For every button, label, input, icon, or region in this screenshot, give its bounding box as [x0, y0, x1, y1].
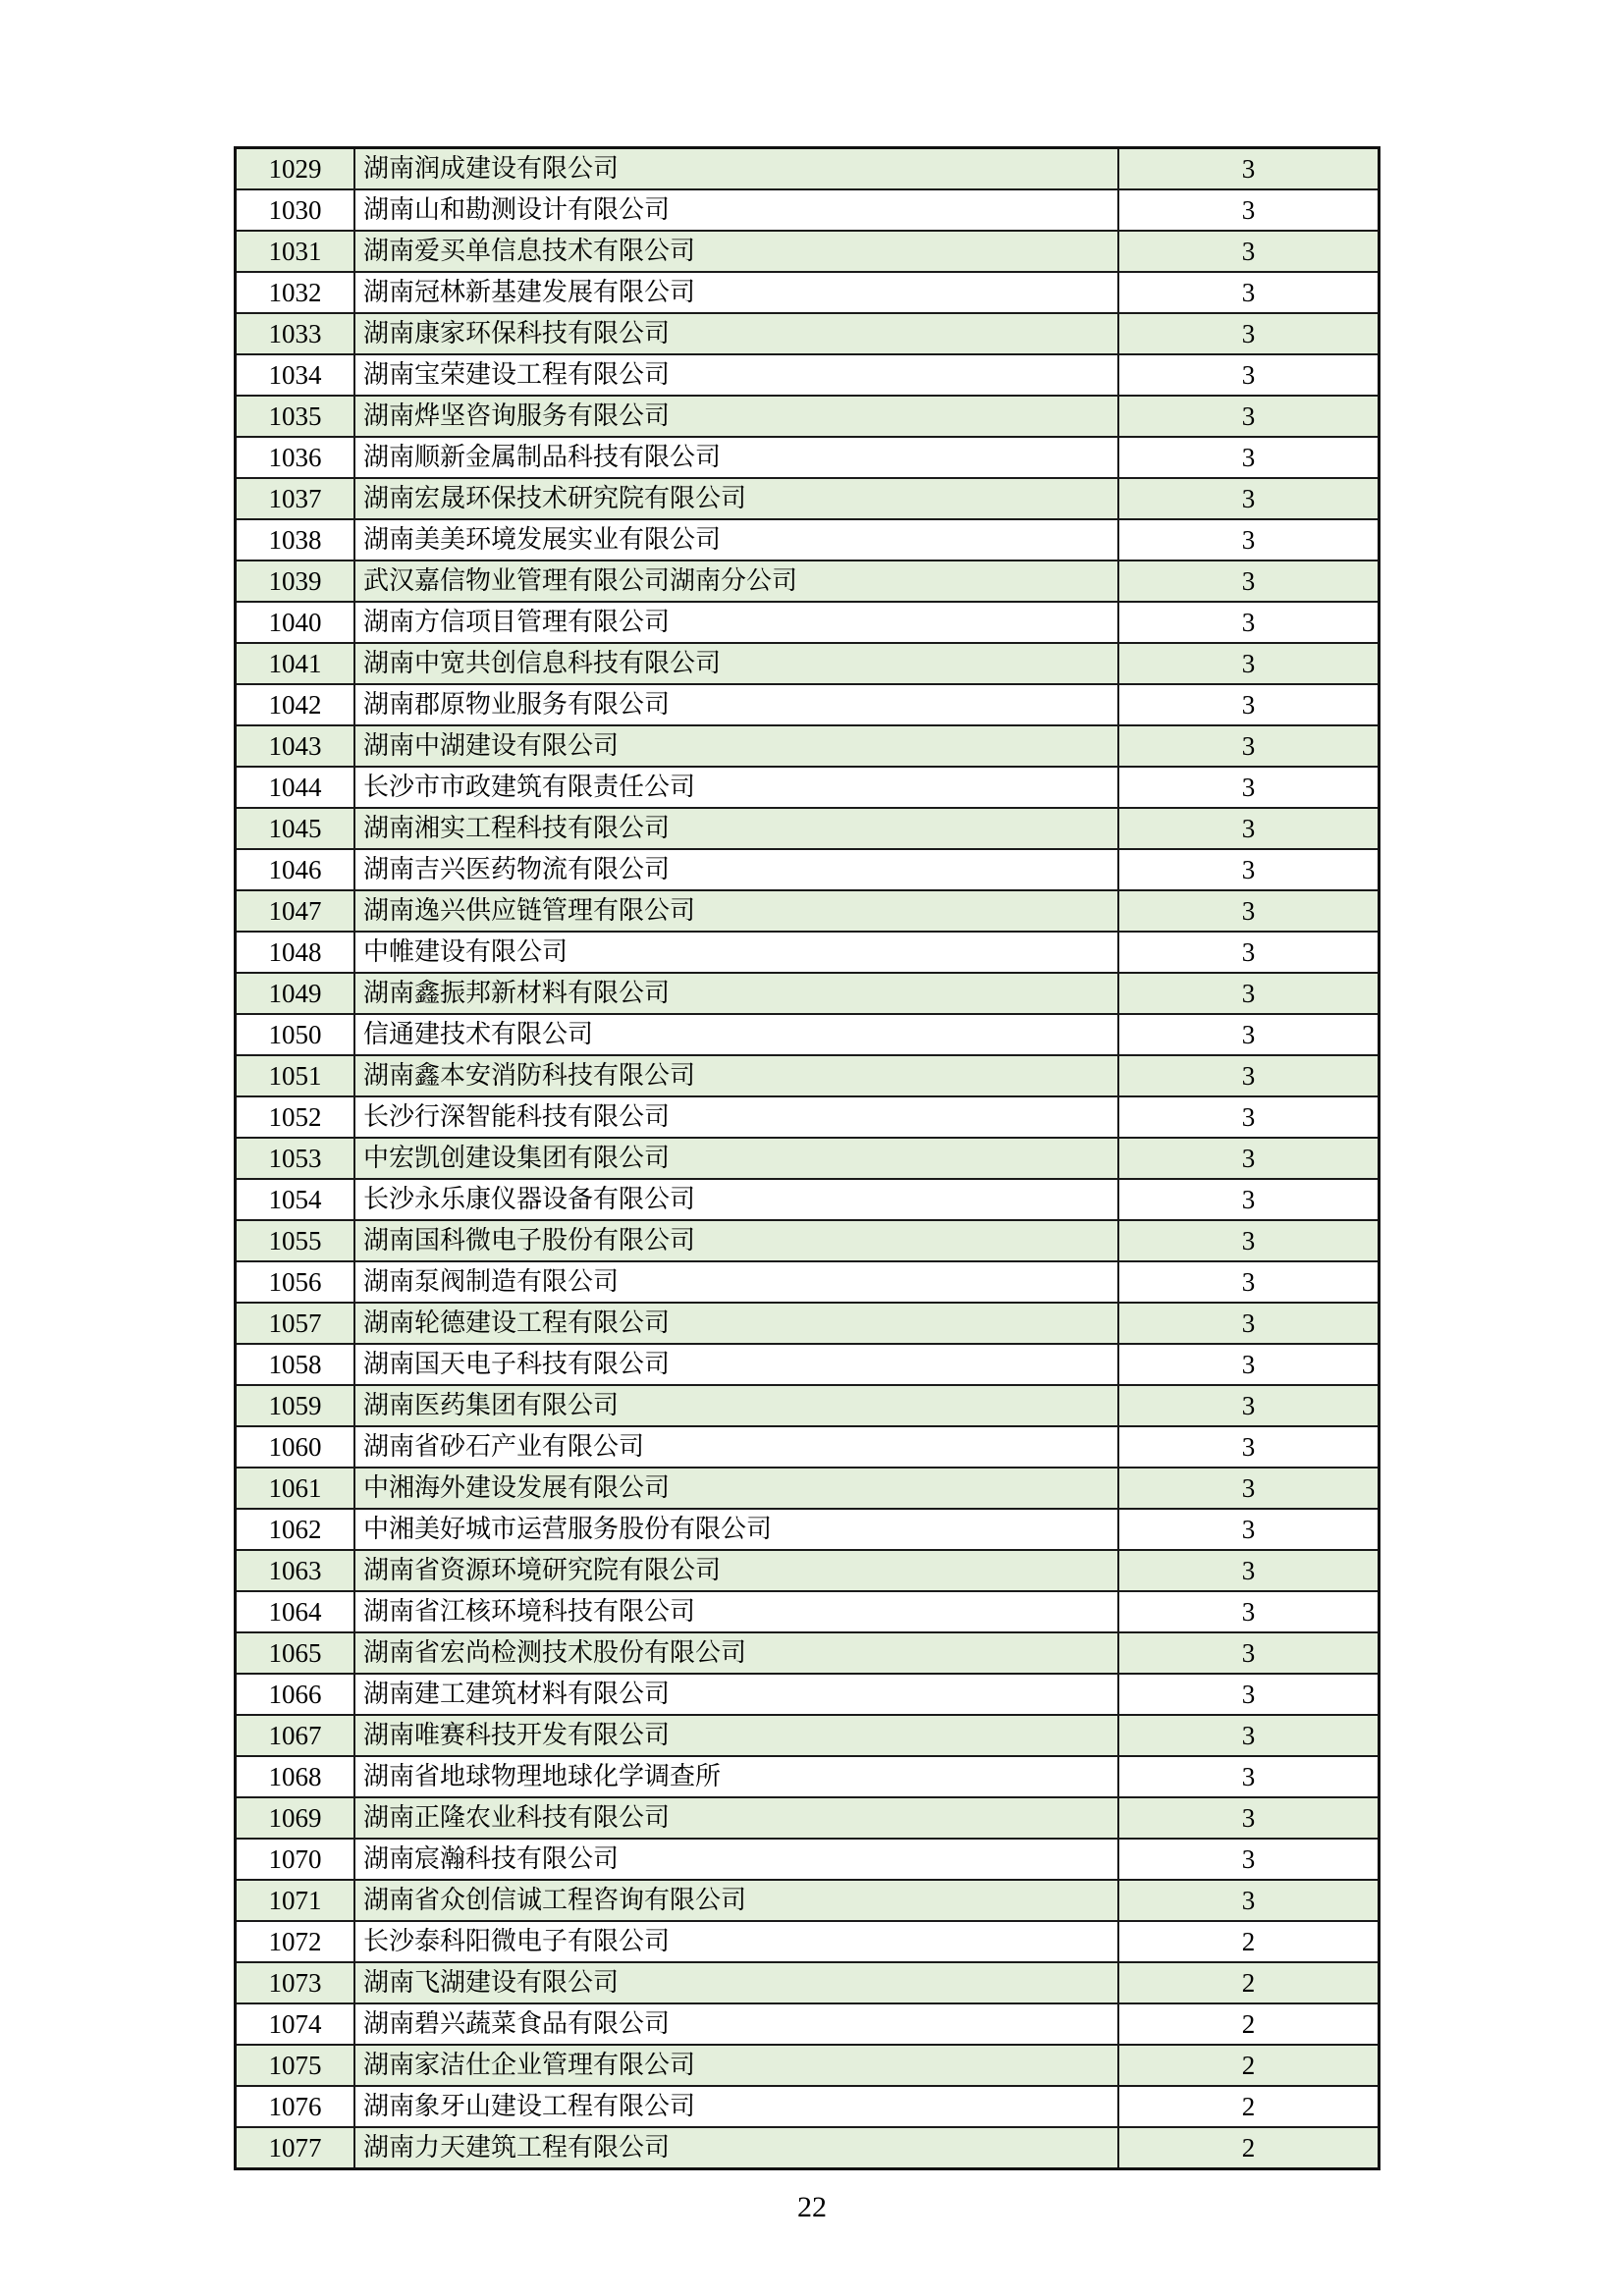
company-name-cell: 湖南吉兴医药物流有限公司 [354, 849, 1118, 890]
count-cell: 3 [1118, 725, 1380, 767]
row-number-cell: 1077 [236, 2127, 355, 2169]
row-number-cell: 1074 [236, 2003, 355, 2045]
row-number-cell: 1060 [236, 1426, 355, 1468]
company-name-cell: 湖南正隆农业科技有限公司 [354, 1797, 1118, 1839]
company-name-cell: 湖南国天电子科技有限公司 [354, 1344, 1118, 1385]
table-row [236, 272, 1380, 313]
table-row [236, 148, 1380, 190]
count-cell: 3 [1118, 1179, 1380, 1220]
row-number-cell: 1066 [236, 1674, 355, 1715]
table-row [236, 1921, 1380, 1962]
company-name-cell: 湖南泵阀制造有限公司 [354, 1261, 1118, 1303]
table-row [236, 231, 1380, 272]
table-row [236, 1179, 1380, 1220]
table-row [236, 2127, 1380, 2169]
count-cell: 3 [1118, 1632, 1380, 1674]
count-cell: 3 [1118, 1715, 1380, 1756]
row-number-cell: 1045 [236, 808, 355, 849]
row-number-cell: 1070 [236, 1839, 355, 1880]
row-number-cell: 1036 [236, 437, 355, 478]
table-row [236, 1632, 1380, 1674]
row-number-cell: 1030 [236, 189, 355, 231]
company-name-cell: 湖南润成建设有限公司 [354, 148, 1118, 190]
table-row [236, 313, 1380, 354]
row-number-cell: 1031 [236, 231, 355, 272]
company-name-cell: 湖南鑫本安消防科技有限公司 [354, 1055, 1118, 1096]
count-cell: 3 [1118, 643, 1380, 684]
company-name-cell: 信通建技术有限公司 [354, 1014, 1118, 1055]
count-cell: 3 [1118, 1468, 1380, 1509]
company-name-cell: 湖南唯赛科技开发有限公司 [354, 1715, 1118, 1756]
table-row [236, 478, 1380, 519]
count-cell: 3 [1118, 1385, 1380, 1426]
count-cell: 3 [1118, 849, 1380, 890]
row-number-cell: 1054 [236, 1179, 355, 1220]
row-number-cell: 1039 [236, 561, 355, 602]
table-row [236, 1756, 1380, 1797]
count-cell: 3 [1118, 272, 1380, 313]
company-name-cell: 中湘美好城市运营服务股份有限公司 [354, 1509, 1118, 1550]
company-name-cell: 湖南家洁仕企业管理有限公司 [354, 2045, 1118, 2086]
company-name-cell: 湖南烨坚咨询服务有限公司 [354, 396, 1118, 437]
table-row [236, 1962, 1380, 2003]
company-name-cell: 湖南省江核环境科技有限公司 [354, 1591, 1118, 1632]
table-row [236, 437, 1380, 478]
company-name-cell: 湖南医药集团有限公司 [354, 1385, 1118, 1426]
company-name-cell: 湖南省地球物理地球化学调查所 [354, 1756, 1118, 1797]
row-number-cell: 1067 [236, 1715, 355, 1756]
company-name-cell: 长沙市市政建筑有限责任公司 [354, 767, 1118, 808]
row-number-cell: 1076 [236, 2086, 355, 2127]
company-name-cell: 中帷建设有限公司 [354, 932, 1118, 973]
count-cell: 3 [1118, 1096, 1380, 1138]
table-row [236, 1509, 1380, 1550]
row-number-cell: 1075 [236, 2045, 355, 2086]
table-row [236, 2045, 1380, 2086]
company-name-cell: 湖南飞湖建设有限公司 [354, 1962, 1118, 2003]
count-cell: 3 [1118, 1014, 1380, 1055]
table-row [236, 808, 1380, 849]
row-number-cell: 1042 [236, 684, 355, 725]
row-number-cell: 1064 [236, 1591, 355, 1632]
company-name-cell: 长沙永乐康仪器设备有限公司 [354, 1179, 1118, 1220]
row-number-cell: 1038 [236, 519, 355, 561]
row-number-cell: 1029 [236, 148, 355, 190]
company-name-cell: 湖南宝荣建设工程有限公司 [354, 354, 1118, 396]
table-row [236, 1591, 1380, 1632]
count-cell: 3 [1118, 437, 1380, 478]
count-cell: 3 [1118, 1839, 1380, 1880]
table-row [236, 1674, 1380, 1715]
row-number-cell: 1050 [236, 1014, 355, 1055]
row-number-cell: 1047 [236, 890, 355, 932]
row-number-cell: 1053 [236, 1138, 355, 1179]
row-number-cell: 1069 [236, 1797, 355, 1839]
row-number-cell: 1065 [236, 1632, 355, 1674]
company-table-body [236, 148, 1380, 2169]
count-cell: 3 [1118, 1550, 1380, 1591]
count-cell: 3 [1118, 1426, 1380, 1468]
count-cell: 3 [1118, 767, 1380, 808]
company-name-cell: 湖南省砂石产业有限公司 [354, 1426, 1118, 1468]
row-number-cell: 1046 [236, 849, 355, 890]
count-cell: 3 [1118, 808, 1380, 849]
count-cell: 2 [1118, 2045, 1380, 2086]
count-cell: 3 [1118, 519, 1380, 561]
company-name-cell: 湖南逸兴供应链管理有限公司 [354, 890, 1118, 932]
count-cell: 3 [1118, 231, 1380, 272]
company-name-cell: 湖南省资源环境研究院有限公司 [354, 1550, 1118, 1591]
company-name-cell: 湖南碧兴蔬菜食品有限公司 [354, 2003, 1118, 2045]
table-row [236, 932, 1380, 973]
row-number-cell: 1073 [236, 1962, 355, 2003]
company-name-cell: 湖南郡原物业服务有限公司 [354, 684, 1118, 725]
count-cell: 3 [1118, 561, 1380, 602]
table-row [236, 561, 1380, 602]
company-name-cell: 湖南中宽共创信息科技有限公司 [354, 643, 1118, 684]
table-row [236, 643, 1380, 684]
table-row [236, 1715, 1380, 1756]
table-row [236, 1385, 1380, 1426]
count-cell: 3 [1118, 354, 1380, 396]
table-row [236, 684, 1380, 725]
company-name-cell: 湖南中湖建设有限公司 [354, 725, 1118, 767]
row-number-cell: 1035 [236, 396, 355, 437]
count-cell: 3 [1118, 1880, 1380, 1921]
company-name-cell: 湖南鑫振邦新材料有限公司 [354, 973, 1118, 1014]
count-cell: 3 [1118, 478, 1380, 519]
count-cell: 3 [1118, 1756, 1380, 1797]
company-name-cell: 湖南康家环保科技有限公司 [354, 313, 1118, 354]
count-cell: 3 [1118, 1220, 1380, 1261]
count-cell: 3 [1118, 396, 1380, 437]
table-row [236, 396, 1380, 437]
company-name-cell: 湖南建工建筑材料有限公司 [354, 1674, 1118, 1715]
count-cell: 3 [1118, 1591, 1380, 1632]
row-number-cell: 1044 [236, 767, 355, 808]
row-number-cell: 1033 [236, 313, 355, 354]
company-name-cell: 湖南美美环境发展实业有限公司 [354, 519, 1118, 561]
company-name-cell: 中湘海外建设发展有限公司 [354, 1468, 1118, 1509]
count-cell: 2 [1118, 1962, 1380, 2003]
row-number-cell: 1034 [236, 354, 355, 396]
row-number-cell: 1072 [236, 1921, 355, 1962]
table-row [236, 1550, 1380, 1591]
table-row [236, 1303, 1380, 1344]
table-row [236, 890, 1380, 932]
table-row [236, 849, 1380, 890]
company-name-cell: 湖南爱买单信息技术有限公司 [354, 231, 1118, 272]
count-cell: 2 [1118, 2127, 1380, 2169]
row-number-cell: 1061 [236, 1468, 355, 1509]
count-cell: 3 [1118, 1261, 1380, 1303]
table-row [236, 1138, 1380, 1179]
count-cell: 3 [1118, 148, 1380, 190]
row-number-cell: 1055 [236, 1220, 355, 1261]
count-cell: 3 [1118, 1674, 1380, 1715]
company-name-cell: 湖南山和勘测设计有限公司 [354, 189, 1118, 231]
table-row [236, 1096, 1380, 1138]
row-number-cell: 1071 [236, 1880, 355, 1921]
row-number-cell: 1049 [236, 973, 355, 1014]
row-number-cell: 1059 [236, 1385, 355, 1426]
table-row [236, 1880, 1380, 1921]
table-row [236, 189, 1380, 231]
company-name-cell: 湖南省宏尚检测技术股份有限公司 [354, 1632, 1118, 1674]
count-cell: 3 [1118, 1344, 1380, 1385]
table-row [236, 519, 1380, 561]
company-name-cell: 长沙行深智能科技有限公司 [354, 1096, 1118, 1138]
count-cell: 3 [1118, 1055, 1380, 1096]
row-number-cell: 1052 [236, 1096, 355, 1138]
count-cell: 2 [1118, 2086, 1380, 2127]
table-row [236, 767, 1380, 808]
row-number-cell: 1058 [236, 1344, 355, 1385]
company-name-cell: 湖南力天建筑工程有限公司 [354, 2127, 1118, 2169]
company-name-cell: 湖南湘实工程科技有限公司 [354, 808, 1118, 849]
company-name-cell: 湖南宸瀚科技有限公司 [354, 1839, 1118, 1880]
table-row [236, 1344, 1380, 1385]
row-number-cell: 1057 [236, 1303, 355, 1344]
table-row [236, 354, 1380, 396]
table-row [236, 1014, 1380, 1055]
company-name-cell: 湖南冠林新基建发展有限公司 [354, 272, 1118, 313]
row-number-cell: 1032 [236, 272, 355, 313]
count-cell: 3 [1118, 313, 1380, 354]
count-cell: 3 [1118, 890, 1380, 932]
count-cell: 3 [1118, 973, 1380, 1014]
table-row [236, 1839, 1380, 1880]
row-number-cell: 1051 [236, 1055, 355, 1096]
count-cell: 2 [1118, 1921, 1380, 1962]
table-row [236, 1220, 1380, 1261]
table-row [236, 725, 1380, 767]
count-cell: 3 [1118, 1797, 1380, 1839]
company-name-cell: 湖南国科微电子股份有限公司 [354, 1220, 1118, 1261]
table-row [236, 602, 1380, 643]
count-cell: 3 [1118, 189, 1380, 231]
count-cell: 3 [1118, 1303, 1380, 1344]
table-row [236, 1426, 1380, 1468]
table-row [236, 973, 1380, 1014]
company-name-cell: 武汉嘉信物业管理有限公司湖南分公司 [354, 561, 1118, 602]
table-row [236, 2086, 1380, 2127]
count-cell: 3 [1118, 684, 1380, 725]
row-number-cell: 1062 [236, 1509, 355, 1550]
table-row [236, 1468, 1380, 1509]
company-name-cell: 中宏凯创建设集团有限公司 [354, 1138, 1118, 1179]
count-cell: 3 [1118, 1138, 1380, 1179]
row-number-cell: 1056 [236, 1261, 355, 1303]
count-cell: 2 [1118, 2003, 1380, 2045]
row-number-cell: 1043 [236, 725, 355, 767]
company-name-cell: 湖南方信项目管理有限公司 [354, 602, 1118, 643]
row-number-cell: 1063 [236, 1550, 355, 1591]
company-name-cell: 湖南顺新金属制品科技有限公司 [354, 437, 1118, 478]
company-name-cell: 湖南象牙山建设工程有限公司 [354, 2086, 1118, 2127]
company-name-cell: 湖南省众创信诚工程咨询有限公司 [354, 1880, 1118, 1921]
row-number-cell: 1040 [236, 602, 355, 643]
row-number-cell: 1041 [236, 643, 355, 684]
table-row [236, 1261, 1380, 1303]
row-number-cell: 1048 [236, 932, 355, 973]
company-name-cell: 湖南宏晟环保技术研究院有限公司 [354, 478, 1118, 519]
table-row [236, 1797, 1380, 1839]
count-cell: 3 [1118, 602, 1380, 643]
company-name-cell: 湖南轮德建设工程有限公司 [354, 1303, 1118, 1344]
table-row [236, 2003, 1380, 2045]
company-name-cell: 长沙泰科阳微电子有限公司 [354, 1921, 1118, 1962]
count-cell: 3 [1118, 1509, 1380, 1550]
row-number-cell: 1037 [236, 478, 355, 519]
table-row [236, 1055, 1380, 1096]
page-number: 22 [797, 2191, 827, 2223]
count-cell: 3 [1118, 932, 1380, 973]
row-number-cell: 1068 [236, 1756, 355, 1797]
company-table [234, 146, 1380, 2170]
